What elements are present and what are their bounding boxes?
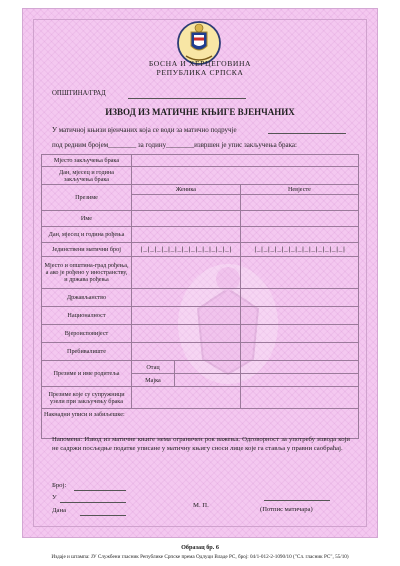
parents-label: Презиме и име родитеља: [42, 361, 132, 387]
nationality-bride-field[interactable]: [240, 307, 358, 325]
number-label: Број:: [52, 482, 67, 489]
registrar-signature-field[interactable]: [264, 500, 330, 501]
table-row: [42, 167, 359, 185]
birth-date-bride-field[interactable]: [240, 227, 358, 243]
surname-label: Презиме: [42, 185, 132, 211]
table-row: [42, 409, 359, 439]
citizenship-groom-field[interactable]: [132, 289, 241, 307]
citizenship-bride-field[interactable]: [240, 289, 358, 307]
name-label: Име: [42, 211, 132, 227]
surname-bride-field[interactable]: [240, 195, 358, 211]
place-field[interactable]: [60, 502, 126, 503]
nationality-groom-field[interactable]: [132, 307, 241, 325]
residence-bride-field[interactable]: [240, 343, 358, 361]
citizenship-label: Држављанство: [42, 289, 132, 307]
table-row: [42, 361, 359, 374]
surname-after-groom-field[interactable]: [132, 387, 241, 409]
jmbg-label: Јединствени матични број: [42, 243, 132, 257]
nationality-label: Националност: [42, 307, 132, 325]
surname-after-label: Презиме које су супружници узели при закључењу брака: [42, 387, 132, 409]
country-name: БОСНА И ХЕРЦЕГОВИНА: [148, 59, 252, 68]
religion-bride-field[interactable]: [240, 325, 358, 343]
publisher-footer: Издаје и штампа: ЈУ Службени гласник Републике Српске према Одлуци Владе РС, број: 04/1-012-2-1090/10 ("Сл. гласник РС", 55/10): [51, 554, 349, 560]
religion-label: Вјероисповијест: [42, 325, 132, 343]
seal-placeholder: М. П.: [193, 502, 209, 509]
table-row: [42, 257, 359, 289]
table-row: [42, 289, 359, 307]
municipality-field[interactable]: [128, 98, 246, 99]
birth-date-groom-field[interactable]: [132, 227, 241, 243]
bride-header: Невјесте: [240, 185, 358, 195]
municipality-label: ОПШТИНА/ГРАД: [52, 90, 106, 97]
mother-bride-field[interactable]: [240, 374, 358, 387]
intro-line-2: под редним бројем________ за годину________извршен је упис закључења брака:: [52, 141, 297, 149]
female-header: Женика: [132, 185, 241, 195]
place-of-marriage-field[interactable]: [132, 155, 359, 167]
father-groom-field[interactable]: [175, 361, 241, 374]
registrar-signature-label: (Потпис матичара): [260, 506, 313, 513]
birth-place-bride-field[interactable]: [240, 257, 358, 289]
table-row: [42, 243, 359, 257]
religion-groom-field[interactable]: [132, 325, 241, 343]
date-of-marriage-label: Дан, мјесец и година закључења брака: [42, 167, 132, 185]
table-row: [42, 211, 359, 227]
father-bride-field[interactable]: [240, 361, 358, 374]
surname-after-bride-field[interactable]: [240, 387, 358, 409]
republic-name: РЕПУБЛИКА СРПСКА: [156, 68, 244, 77]
notice-text: Напомена: Извод из матичне књиге нема ограничен рок важења. Одговорност за употребу извода који не садржи посљедње податке уписане у матичну књигу сноси лице које га ставља у правни саобраћај.: [52, 436, 350, 453]
birth-date-label: Дан, мјесец и година рођења: [42, 227, 132, 243]
date-label: Дана: [52, 507, 67, 514]
place-of-marriage-label: Мјесто закључења брака: [42, 155, 132, 167]
name-groom-field[interactable]: [132, 211, 241, 227]
table-row: [42, 343, 359, 361]
table-row: [42, 325, 359, 343]
number-field[interactable]: [74, 490, 126, 491]
residence-groom-field[interactable]: [132, 343, 241, 361]
intro-line-1: У матичној књизи вјенчаних која се води за матично подручје: [52, 126, 237, 134]
mother-label: Мајка: [132, 374, 175, 387]
birth-place-label: Мјесто и општина-град рођења, а ако је рођено у иностранству, и држава рођења: [42, 257, 132, 289]
registry-area-field[interactable]: [268, 133, 346, 134]
table-row: [42, 185, 359, 195]
table-row: [42, 307, 359, 325]
mother-groom-field[interactable]: [175, 374, 241, 387]
jmbg-bride-boxes[interactable]: |_|_|_|_|_|_|_|_|_|_|_|_|_|: [240, 243, 358, 257]
name-bride-field[interactable]: [240, 211, 358, 227]
document-title: ИЗВОД ИЗ МАТИЧНЕ КЊИГЕ ВЈЕНЧАНИХ: [105, 107, 295, 117]
marriage-record-table: [41, 154, 359, 439]
birth-place-groom-field[interactable]: [132, 257, 241, 289]
jmbg-groom-boxes[interactable]: |_|_|_|_|_|_|_|_|_|_|_|_|_|: [132, 243, 241, 257]
remarks-field[interactable]: Накнадни уписи и забиљешке:: [42, 409, 359, 439]
date-field[interactable]: [80, 515, 126, 516]
date-of-marriage-field[interactable]: [132, 167, 359, 185]
surname-groom-field[interactable]: [132, 195, 241, 211]
form-number: Образац бр. 6: [181, 544, 219, 551]
table-row: [42, 387, 359, 409]
residence-label: Пребивалиште: [42, 343, 132, 361]
father-label: Отац: [132, 361, 175, 374]
table-row: [42, 227, 359, 243]
place-label: У: [52, 494, 57, 501]
table-row: [42, 155, 359, 167]
